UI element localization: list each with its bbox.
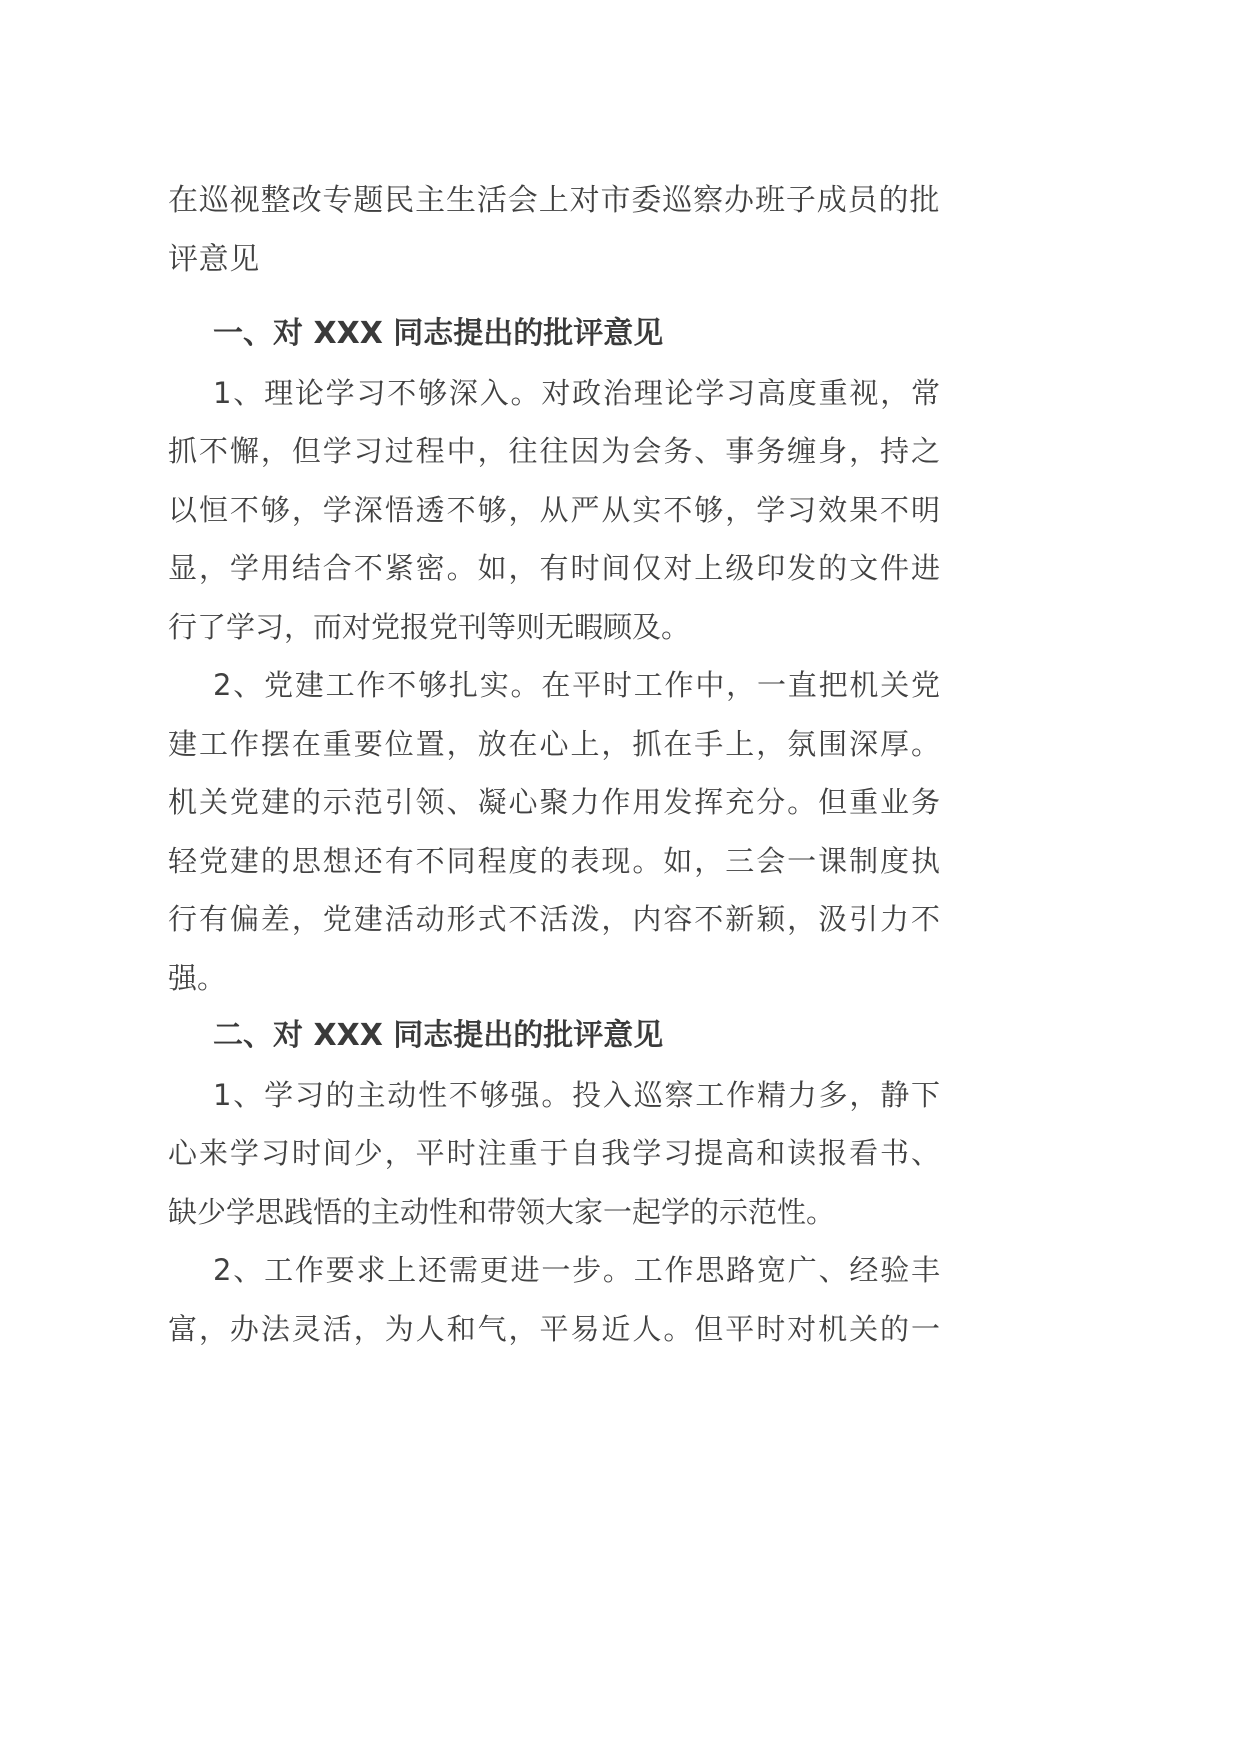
paragraph-1-2 — [168, 656, 940, 1007]
paragraph-1-1 — [168, 364, 940, 657]
paragraph-line: 轻党建的思想还有不同程度的表现。如，三会一课制度执 — [168, 843, 940, 878]
paragraph-line: 抓不懈，但学习过程中，往往因为会务、事务缠身，持之 — [168, 434, 940, 468]
section-2 — [168, 1007, 940, 1358]
paragraph-2-1 — [168, 1066, 940, 1242]
paragraph-line: 行了学习，而对党报党刊等则无暇顾及。 — [168, 609, 691, 644]
title-line: 在巡视整改专题民主生活会上对市委巡察办班子成员的批 — [168, 183, 940, 218]
section-heading: 二、对 XXX 同志提出的批评意见 — [213, 1018, 664, 1053]
paragraph-line: 显，学用结合不紧密。如，有时间仅对上级印发的文件进 — [168, 551, 940, 585]
paragraph-line: 强。 — [168, 960, 227, 995]
section-1 — [168, 305, 940, 1007]
paragraph-line: 机关党建的示范引领、凝心聚力作用发挥充分。但重业务 — [168, 785, 940, 819]
paragraph-line: 1、学习的主动性不够强。投入巡察工作精力多，静下 — [213, 1077, 940, 1112]
document-page — [168, 172, 940, 1358]
paragraph-line: 富，办法灵活，为人和气，平易近人。但平时对机关的一 — [168, 1311, 940, 1346]
paragraph-line: 2、党建工作不够扎实。在平时工作中，一直把机关党 — [213, 668, 940, 702]
title-line: 评意见 — [168, 241, 260, 277]
section-heading: 一、对 XXX 同志提出的批评意见 — [213, 316, 664, 351]
paragraph-line: 1、理论学习不够深入。对政治理论学习高度重视，常 — [213, 375, 940, 410]
paragraph-line: 以恒不够，学深悟透不够，从严从实不够，学习效果不明 — [168, 492, 940, 527]
paragraph-line: 心来学习时间少，平时注重于自我学习提高和读报看书、 — [168, 1136, 940, 1170]
document-title — [168, 172, 940, 289]
paragraph-line: 缺少学思践悟的主动性和带领大家一起学的示范性。 — [168, 1194, 836, 1229]
paragraph-line: 建工作摆在重要位置，放在心上，抓在手上，氛围深厚。 — [168, 726, 940, 761]
paragraph-2-2 — [168, 1241, 940, 1358]
paragraph-line: 2、工作要求上还需更进一步。工作思路宽广、经验丰 — [213, 1253, 940, 1287]
paragraph-line: 行有偏差，党建活动形式不活泼，内容不新颖，汲引力不 — [168, 902, 940, 936]
